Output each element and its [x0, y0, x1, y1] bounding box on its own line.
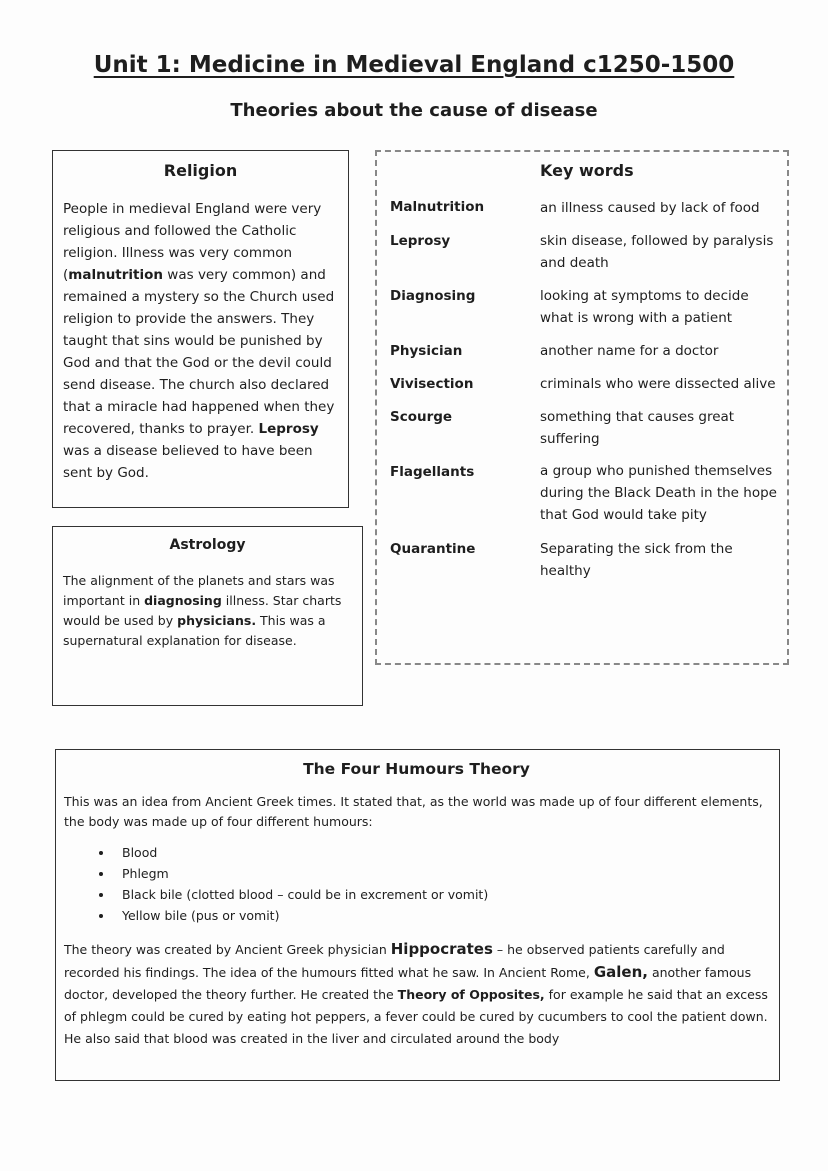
- humours-heading: The Four Humours Theory: [303, 760, 530, 778]
- term-leprosy: Leprosy: [258, 421, 319, 437]
- list-item: • Yellow bile (pus or vomit): [114, 905, 769, 926]
- religion-text: [63, 198, 338, 484]
- humours-text-part: another famous doctor, developed the theory further. He created the: [64, 965, 752, 1002]
- keyword-term: Quarantine: [390, 541, 476, 557]
- name-hippocrates: Hippocrates: [390, 940, 493, 958]
- astrology-text-part: illness. Star charts would be used by: [63, 593, 342, 628]
- religion-text-part: was very common) and remained a mystery so the Church used religion to provide the answers. They taught that sins would be punished by God and that the God or the devil could send disease. The church also declared that a miracle had happened when they recovered, thanks to prayer.: [63, 267, 335, 437]
- keyword-definition: criminals who were dissected alive: [540, 376, 776, 392]
- list-item: • Blood: [114, 842, 769, 863]
- humours-text-part: for example he said that an excess of phlegm could be cured by eating hot peppers, a fever could be cured by cucumbers to cool the patient down. He also said that blood was created in the liver and circulated around the body: [64, 987, 768, 1046]
- keywords-heading: Key words: [540, 161, 634, 180]
- keyword-term: Vivisection: [390, 376, 474, 392]
- keyword-term: Diagnosing: [390, 288, 476, 304]
- humours-intro: This was an idea from Ancient Greek times. It stated that, as the world was made up of four different elements, the body was made up of four different humours:: [64, 794, 763, 829]
- term-physicians: physicians.: [177, 613, 257, 628]
- astrology-text-part: This was a supernatural explanation for disease.: [63, 613, 326, 648]
- keyword-definition: an illness caused by lack of food: [540, 200, 760, 216]
- page-title: Unit 1: Medicine in Medieval England c1250-1500: [93, 52, 735, 78]
- list-item: • Phlegm: [114, 863, 769, 884]
- astrology-text: [63, 571, 352, 651]
- keyword-definition: a group who punished themselves during the Black Death in the hope that God would take pity: [540, 463, 777, 523]
- list-item: • Black bile (clotted blood – could be in excrement or vomit): [114, 884, 769, 905]
- keyword-definition: skin disease, followed by paralysis and death: [540, 233, 774, 271]
- keyword-definition: something that causes great suffering: [540, 409, 735, 447]
- keyword-term: Malnutrition: [390, 199, 485, 215]
- astrology-heading: Astrology: [169, 537, 246, 553]
- keyword-term: Scourge: [390, 409, 453, 425]
- term-diagnosing: diagnosing: [144, 593, 222, 608]
- keywords-box: [375, 150, 789, 665]
- humours-paragraph: [64, 938, 769, 1050]
- religion-box: [52, 150, 349, 508]
- religion-text-part: was a disease believed to have been sent by God.: [63, 443, 313, 481]
- keyword-definition: another name for a doctor: [540, 343, 719, 359]
- religion-heading: Religion: [163, 161, 238, 180]
- keyword-term: Flagellants: [390, 464, 475, 480]
- keyword-definition: Separating the sick from the healthy: [540, 541, 733, 579]
- humours-list: [64, 842, 769, 926]
- astrology-text-part: The alignment of the planets and stars was important in: [63, 573, 335, 608]
- keyword-definition: looking at symptoms to decide what is wrong with a patient: [540, 288, 749, 326]
- astrology-box: [52, 526, 363, 706]
- term-theory-of-opposites: Theory of Opposites,: [397, 987, 545, 1002]
- keyword-term: Physician: [390, 343, 463, 359]
- name-galen: Galen,: [593, 963, 648, 981]
- humours-text-part: The theory was created by Ancient Greek physician: [64, 942, 391, 957]
- keyword-term: Leprosy: [390, 233, 451, 249]
- term-malnutrition: malnutrition: [68, 267, 164, 283]
- humours-text-part: – he observed patients carefully and recorded his findings. The idea of the humours fitted what he saw. In Ancient Rome,: [64, 942, 725, 980]
- page-subtitle: Theories about the cause of disease: [230, 100, 598, 121]
- religion-text-part: People in medieval England were very religious and followed the Catholic religion. Illness was very common (: [63, 201, 322, 283]
- humours-box: [55, 749, 780, 1081]
